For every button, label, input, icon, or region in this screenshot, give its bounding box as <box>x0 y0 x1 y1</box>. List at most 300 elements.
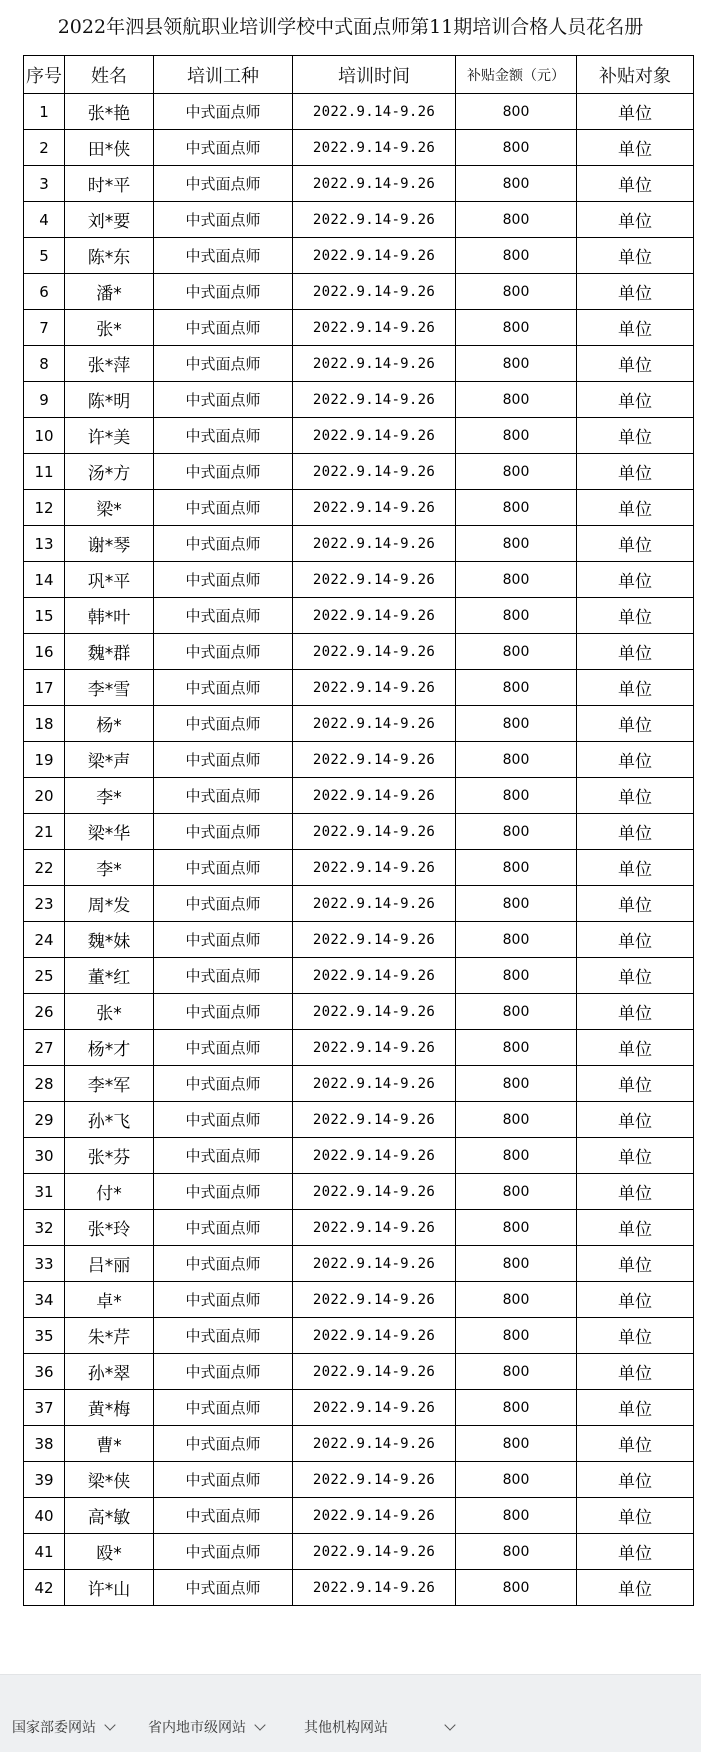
person-name: 李*雪 <box>65 670 154 706</box>
subsidy-target: 单位 <box>577 130 694 166</box>
subsidy-target: 单位 <box>577 1210 694 1246</box>
person-name: 周*发 <box>65 886 154 922</box>
training-period: 2022.9.14-9.26 <box>293 886 456 922</box>
header-index: 序号 <box>24 56 65 94</box>
row-index: 33 <box>24 1246 65 1282</box>
person-name: 张*萍 <box>65 346 154 382</box>
training-period: 2022.9.14-9.26 <box>293 850 456 886</box>
row-index: 41 <box>24 1534 65 1570</box>
training-trade: 中式面点师 <box>154 346 293 382</box>
row-index: 2 <box>24 130 65 166</box>
training-period: 2022.9.14-9.26 <box>293 1462 456 1498</box>
row-index: 3 <box>24 166 65 202</box>
training-trade: 中式面点师 <box>154 598 293 634</box>
table-row <box>24 1462 694 1498</box>
person-name: 张* <box>65 994 154 1030</box>
training-trade: 中式面点师 <box>154 382 293 418</box>
row-index: 39 <box>24 1462 65 1498</box>
person-name: 张*艳 <box>65 94 154 130</box>
training-period: 2022.9.14-9.26 <box>293 778 456 814</box>
training-trade: 中式面点师 <box>154 562 293 598</box>
subsidy-amount: 800 <box>456 706 577 742</box>
subsidy-amount: 800 <box>456 274 577 310</box>
subsidy-amount: 800 <box>456 1282 577 1318</box>
training-trade: 中式面点师 <box>154 238 293 274</box>
training-trade: 中式面点师 <box>154 94 293 130</box>
person-name: 魏*妹 <box>65 922 154 958</box>
subsidy-amount: 800 <box>456 1498 577 1534</box>
person-name: 张* <box>65 310 154 346</box>
person-name: 李* <box>65 850 154 886</box>
chevron-down-icon <box>104 1719 115 1730</box>
subsidy-amount: 800 <box>456 1462 577 1498</box>
table-row <box>24 1282 694 1318</box>
row-index: 15 <box>24 598 65 634</box>
row-index: 36 <box>24 1354 65 1390</box>
footer-link-label: 省内地市级网站 <box>148 1720 246 1736</box>
training-trade: 中式面点师 <box>154 634 293 670</box>
person-name: 殴* <box>65 1534 154 1570</box>
table-row <box>24 634 694 670</box>
table-row <box>24 742 694 778</box>
subsidy-target: 单位 <box>577 742 694 778</box>
training-trade: 中式面点师 <box>154 1354 293 1390</box>
table-row <box>24 1246 694 1282</box>
row-index: 25 <box>24 958 65 994</box>
training-period: 2022.9.14-9.26 <box>293 490 456 526</box>
roster-table <box>23 55 694 1606</box>
training-period: 2022.9.14-9.26 <box>293 706 456 742</box>
table-row <box>24 1426 694 1462</box>
training-trade: 中式面点师 <box>154 1318 293 1354</box>
training-period: 2022.9.14-9.26 <box>293 1498 456 1534</box>
subsidy-amount: 800 <box>456 310 577 346</box>
person-name: 巩*平 <box>65 562 154 598</box>
subsidy-amount: 800 <box>456 670 577 706</box>
subsidy-amount: 800 <box>456 1210 577 1246</box>
subsidy-target: 单位 <box>577 1030 694 1066</box>
person-name: 卓* <box>65 1282 154 1318</box>
subsidy-target: 单位 <box>577 850 694 886</box>
training-trade: 中式面点师 <box>154 958 293 994</box>
chevron-down-icon <box>254 1719 265 1730</box>
subsidy-target: 单位 <box>577 382 694 418</box>
training-trade: 中式面点师 <box>154 166 293 202</box>
training-trade: 中式面点师 <box>154 1282 293 1318</box>
subsidy-target: 单位 <box>577 1282 694 1318</box>
table-row <box>24 382 694 418</box>
subsidy-target: 单位 <box>577 1138 694 1174</box>
subsidy-target: 单位 <box>577 1390 694 1426</box>
table-row <box>24 1210 694 1246</box>
subsidy-target: 单位 <box>577 94 694 130</box>
row-index: 38 <box>24 1426 65 1462</box>
subsidy-target: 单位 <box>577 598 694 634</box>
table-row <box>24 958 694 994</box>
training-period: 2022.9.14-9.26 <box>293 1426 456 1462</box>
training-period: 2022.9.14-9.26 <box>293 130 456 166</box>
training-period: 2022.9.14-9.26 <box>293 346 456 382</box>
training-period: 2022.9.14-9.26 <box>293 994 456 1030</box>
training-trade: 中式面点师 <box>154 1138 293 1174</box>
row-index: 16 <box>24 634 65 670</box>
person-name: 杨*才 <box>65 1030 154 1066</box>
training-period: 2022.9.14-9.26 <box>293 526 456 562</box>
training-period: 2022.9.14-9.26 <box>293 274 456 310</box>
row-index: 42 <box>24 1570 65 1606</box>
training-period: 2022.9.14-9.26 <box>293 418 456 454</box>
person-name: 黄*梅 <box>65 1390 154 1426</box>
subsidy-target: 单位 <box>577 1570 694 1606</box>
subsidy-target: 单位 <box>577 418 694 454</box>
training-period: 2022.9.14-9.26 <box>293 1174 456 1210</box>
subsidy-target: 单位 <box>577 1354 694 1390</box>
training-trade: 中式面点师 <box>154 130 293 166</box>
person-name: 谢*琴 <box>65 526 154 562</box>
row-index: 12 <box>24 490 65 526</box>
person-name: 李* <box>65 778 154 814</box>
person-name: 朱*芹 <box>65 1318 154 1354</box>
training-trade: 中式面点师 <box>154 1174 293 1210</box>
person-name: 许*美 <box>65 418 154 454</box>
training-trade: 中式面点师 <box>154 274 293 310</box>
training-period: 2022.9.14-9.26 <box>293 1138 456 1174</box>
row-index: 9 <box>24 382 65 418</box>
person-name: 杨* <box>65 706 154 742</box>
training-period: 2022.9.14-9.26 <box>293 454 456 490</box>
header-trade: 培训工种 <box>154 56 293 94</box>
subsidy-amount: 800 <box>456 778 577 814</box>
training-period: 2022.9.14-9.26 <box>293 1066 456 1102</box>
table-row <box>24 94 694 130</box>
footer-link-label: 其他机构网站 <box>304 1720 388 1736</box>
page-title: 2022年泗县领航职业培训学校中式面点师第11期培训合格人员花名册 <box>57 16 644 38</box>
training-period: 2022.9.14-9.26 <box>293 166 456 202</box>
training-trade: 中式面点师 <box>154 814 293 850</box>
subsidy-target: 单位 <box>577 814 694 850</box>
training-trade: 中式面点师 <box>154 1210 293 1246</box>
subsidy-target: 单位 <box>577 958 694 994</box>
subsidy-target: 单位 <box>577 922 694 958</box>
subsidy-target: 单位 <box>577 454 694 490</box>
subsidy-target: 单位 <box>577 490 694 526</box>
subsidy-amount: 800 <box>456 130 577 166</box>
training-trade: 中式面点师 <box>154 454 293 490</box>
person-name: 孙*飞 <box>65 1102 154 1138</box>
training-trade: 中式面点师 <box>154 994 293 1030</box>
training-trade: 中式面点师 <box>154 526 293 562</box>
training-period: 2022.9.14-9.26 <box>293 238 456 274</box>
training-trade: 中式面点师 <box>154 1030 293 1066</box>
chevron-down-icon <box>444 1719 455 1730</box>
table-row <box>24 346 694 382</box>
training-period: 2022.9.14-9.26 <box>293 814 456 850</box>
table-row <box>24 1390 694 1426</box>
table-row <box>24 778 694 814</box>
subsidy-amount: 800 <box>456 742 577 778</box>
person-name: 孙*翠 <box>65 1354 154 1390</box>
person-name: 吕*丽 <box>65 1246 154 1282</box>
subsidy-amount: 800 <box>456 1066 577 1102</box>
row-index: 5 <box>24 238 65 274</box>
person-name: 高*敏 <box>65 1498 154 1534</box>
person-name: 许*山 <box>65 1570 154 1606</box>
training-period: 2022.9.14-9.26 <box>293 922 456 958</box>
training-period: 2022.9.14-9.26 <box>293 1282 456 1318</box>
training-trade: 中式面点师 <box>154 202 293 238</box>
subsidy-amount: 800 <box>456 1534 577 1570</box>
subsidy-amount: 800 <box>456 922 577 958</box>
subsidy-target: 单位 <box>577 1534 694 1570</box>
training-trade: 中式面点师 <box>154 778 293 814</box>
subsidy-target: 单位 <box>577 274 694 310</box>
subsidy-target: 单位 <box>577 202 694 238</box>
person-name: 梁* <box>65 490 154 526</box>
footer-link-label: 国家部委网站 <box>12 1720 96 1736</box>
row-index: 26 <box>24 994 65 1030</box>
subsidy-target: 单位 <box>577 1426 694 1462</box>
table-header-row <box>24 56 694 94</box>
subsidy-target: 单位 <box>577 886 694 922</box>
table-row <box>24 202 694 238</box>
row-index: 4 <box>24 202 65 238</box>
row-index: 1 <box>24 94 65 130</box>
training-trade: 中式面点师 <box>154 670 293 706</box>
table-row <box>24 1174 694 1210</box>
subsidy-amount: 800 <box>456 886 577 922</box>
training-trade: 中式面点师 <box>154 706 293 742</box>
person-name: 时*平 <box>65 166 154 202</box>
training-period: 2022.9.14-9.26 <box>293 562 456 598</box>
training-period: 2022.9.14-9.26 <box>293 958 456 994</box>
person-name: 李*军 <box>65 1066 154 1102</box>
training-period: 2022.9.14-9.26 <box>293 1390 456 1426</box>
row-index: 24 <box>24 922 65 958</box>
row-index: 34 <box>24 1282 65 1318</box>
header-target: 补贴对象 <box>577 56 694 94</box>
subsidy-amount: 800 <box>456 1318 577 1354</box>
table-row <box>24 418 694 454</box>
training-trade: 中式面点师 <box>154 922 293 958</box>
training-period: 2022.9.14-9.26 <box>293 202 456 238</box>
subsidy-target: 单位 <box>577 526 694 562</box>
row-index: 23 <box>24 886 65 922</box>
row-index: 21 <box>24 814 65 850</box>
training-period: 2022.9.14-9.26 <box>293 634 456 670</box>
row-index: 20 <box>24 778 65 814</box>
person-name: 汤*方 <box>65 454 154 490</box>
table-row <box>24 1498 694 1534</box>
row-index: 17 <box>24 670 65 706</box>
training-period: 2022.9.14-9.26 <box>293 1318 456 1354</box>
row-index: 13 <box>24 526 65 562</box>
subsidy-amount: 800 <box>456 814 577 850</box>
table-row <box>24 1354 694 1390</box>
footer-link-provincial[interactable] <box>148 1717 264 1737</box>
training-period: 2022.9.14-9.26 <box>293 1210 456 1246</box>
subsidy-amount: 800 <box>456 598 577 634</box>
training-trade: 中式面点师 <box>154 850 293 886</box>
training-period: 2022.9.14-9.26 <box>293 598 456 634</box>
person-name: 陈*明 <box>65 382 154 418</box>
row-index: 6 <box>24 274 65 310</box>
person-name: 张*玲 <box>65 1210 154 1246</box>
footer-links-bar <box>0 1674 701 1752</box>
person-name: 付* <box>65 1174 154 1210</box>
subsidy-target: 单位 <box>577 166 694 202</box>
table-row <box>24 310 694 346</box>
table-row <box>24 490 694 526</box>
person-name: 田*侠 <box>65 130 154 166</box>
person-name: 潘* <box>65 274 154 310</box>
row-index: 29 <box>24 1102 65 1138</box>
row-index: 8 <box>24 346 65 382</box>
header-name: 姓名 <box>65 56 154 94</box>
subsidy-amount: 800 <box>456 1354 577 1390</box>
training-trade: 中式面点师 <box>154 1462 293 1498</box>
subsidy-target: 单位 <box>577 1102 694 1138</box>
training-period: 2022.9.14-9.26 <box>293 1246 456 1282</box>
table-row <box>24 886 694 922</box>
table-row <box>24 598 694 634</box>
training-trade: 中式面点师 <box>154 490 293 526</box>
training-period: 2022.9.14-9.26 <box>293 742 456 778</box>
table-row <box>24 562 694 598</box>
table-row <box>24 1030 694 1066</box>
training-trade: 中式面点师 <box>154 1498 293 1534</box>
row-index: 31 <box>24 1174 65 1210</box>
table-row <box>24 706 694 742</box>
person-name: 韩*叶 <box>65 598 154 634</box>
subsidy-target: 单位 <box>577 1462 694 1498</box>
subsidy-amount: 800 <box>456 1570 577 1606</box>
subsidy-amount: 800 <box>456 238 577 274</box>
subsidy-amount: 800 <box>456 382 577 418</box>
row-index: 37 <box>24 1390 65 1426</box>
subsidy-amount: 800 <box>456 202 577 238</box>
table-row <box>24 526 694 562</box>
row-index: 35 <box>24 1318 65 1354</box>
subsidy-amount: 800 <box>456 850 577 886</box>
training-period: 2022.9.14-9.26 <box>293 1102 456 1138</box>
table-row <box>24 814 694 850</box>
training-period: 2022.9.14-9.26 <box>293 310 456 346</box>
training-period: 2022.9.14-9.26 <box>293 382 456 418</box>
row-index: 19 <box>24 742 65 778</box>
subsidy-target: 单位 <box>577 706 694 742</box>
table-row <box>24 1318 694 1354</box>
table-row <box>24 922 694 958</box>
subsidy-target: 单位 <box>577 1174 694 1210</box>
subsidy-target: 单位 <box>577 670 694 706</box>
row-index: 7 <box>24 310 65 346</box>
training-trade: 中式面点师 <box>154 886 293 922</box>
training-trade: 中式面点师 <box>154 1102 293 1138</box>
subsidy-target: 单位 <box>577 1246 694 1282</box>
training-period: 2022.9.14-9.26 <box>293 1534 456 1570</box>
training-trade: 中式面点师 <box>154 1390 293 1426</box>
footer-link-ministries[interactable] <box>12 1717 114 1737</box>
table-row <box>24 1066 694 1102</box>
subsidy-target: 单位 <box>577 778 694 814</box>
row-index: 10 <box>24 418 65 454</box>
subsidy-amount: 800 <box>456 1138 577 1174</box>
subsidy-amount: 800 <box>456 94 577 130</box>
table-row <box>24 274 694 310</box>
training-period: 2022.9.14-9.26 <box>293 1030 456 1066</box>
training-period: 2022.9.14-9.26 <box>293 1570 456 1606</box>
table-row <box>24 166 694 202</box>
subsidy-amount: 800 <box>456 526 577 562</box>
table-row <box>24 454 694 490</box>
subsidy-target: 单位 <box>577 562 694 598</box>
header-period: 培训时间 <box>293 56 456 94</box>
training-trade: 中式面点师 <box>154 1570 293 1606</box>
table-row <box>24 850 694 886</box>
subsidy-amount: 800 <box>456 958 577 994</box>
subsidy-amount: 800 <box>456 1030 577 1066</box>
subsidy-target: 单位 <box>577 1318 694 1354</box>
table-row <box>24 1138 694 1174</box>
person-name: 魏*群 <box>65 634 154 670</box>
subsidy-amount: 800 <box>456 1426 577 1462</box>
subsidy-target: 单位 <box>577 310 694 346</box>
row-index: 32 <box>24 1210 65 1246</box>
training-trade: 中式面点师 <box>154 1426 293 1462</box>
training-period: 2022.9.14-9.26 <box>293 94 456 130</box>
training-trade: 中式面点师 <box>154 418 293 454</box>
subsidy-amount: 800 <box>456 166 577 202</box>
subsidy-target: 单位 <box>577 1498 694 1534</box>
person-name: 曹* <box>65 1426 154 1462</box>
table-row <box>24 994 694 1030</box>
training-period: 2022.9.14-9.26 <box>293 670 456 706</box>
table-row <box>24 670 694 706</box>
subsidy-target: 单位 <box>577 634 694 670</box>
training-period: 2022.9.14-9.26 <box>293 1354 456 1390</box>
table-row <box>24 130 694 166</box>
training-trade: 中式面点师 <box>154 1534 293 1570</box>
table-row <box>24 1534 694 1570</box>
subsidy-amount: 800 <box>456 1174 577 1210</box>
subsidy-target: 单位 <box>577 346 694 382</box>
subsidy-amount: 800 <box>456 994 577 1030</box>
person-name: 梁*声 <box>65 742 154 778</box>
subsidy-target: 单位 <box>577 1066 694 1102</box>
person-name: 梁*侠 <box>65 1462 154 1498</box>
person-name: 张*芬 <box>65 1138 154 1174</box>
footer-link-other-orgs[interactable] <box>304 1717 454 1737</box>
table-row <box>24 1102 694 1138</box>
header-amount: 补贴金额（元） <box>456 56 577 94</box>
training-trade: 中式面点师 <box>154 1066 293 1102</box>
subsidy-amount: 800 <box>456 454 577 490</box>
row-index: 30 <box>24 1138 65 1174</box>
subsidy-amount: 800 <box>456 562 577 598</box>
row-index: 11 <box>24 454 65 490</box>
row-index: 40 <box>24 1498 65 1534</box>
subsidy-amount: 800 <box>456 490 577 526</box>
training-trade: 中式面点师 <box>154 742 293 778</box>
table-row <box>24 238 694 274</box>
subsidy-amount: 800 <box>456 346 577 382</box>
table-body <box>24 94 694 1606</box>
person-name: 陈*东 <box>65 238 154 274</box>
row-index: 14 <box>24 562 65 598</box>
subsidy-target: 单位 <box>577 994 694 1030</box>
person-name: 梁*华 <box>65 814 154 850</box>
row-index: 18 <box>24 706 65 742</box>
